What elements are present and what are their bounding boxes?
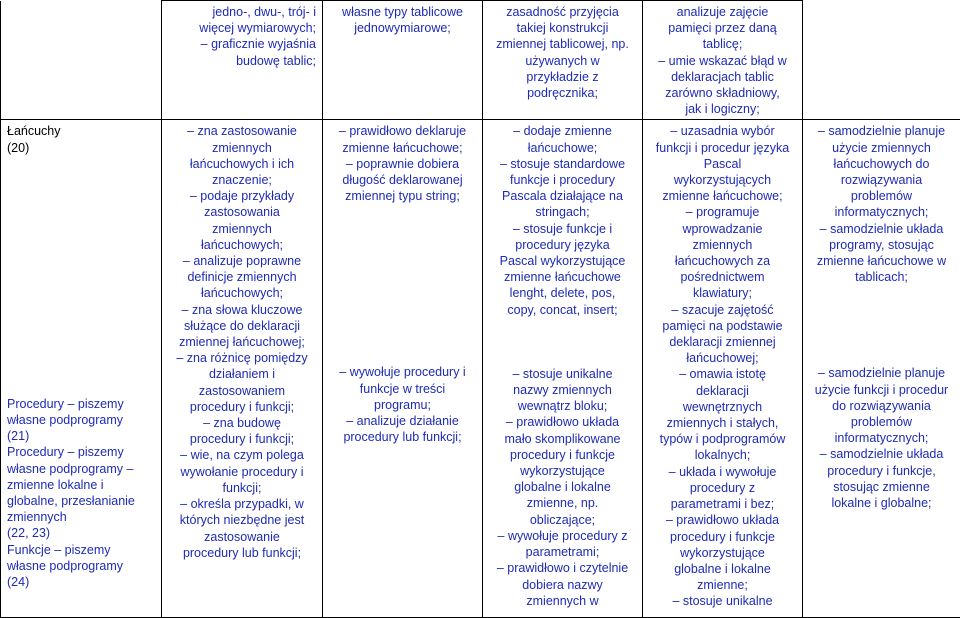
text-line: łańcuchowych do <box>809 156 954 172</box>
text-line: typów i podprogramów <box>649 431 796 447</box>
text-line: zmiennych <box>168 221 316 237</box>
topic-line: własne podprogramy <box>7 412 155 428</box>
text-line: procedury i funkcje <box>489 447 636 463</box>
text-line: – zna zastosowanie <box>168 123 316 139</box>
cell-level-4 <box>643 1 803 120</box>
text-line: wykorzystujące <box>649 545 796 561</box>
text-line: lokalne i globalne; <box>809 495 954 511</box>
text-line: zmiennych w <box>489 593 636 609</box>
text-line: – samodzielnie planuje <box>809 123 954 139</box>
text-line: używanych w <box>489 53 636 69</box>
text-line: – dodaje zmienne <box>489 123 636 139</box>
text-line: – określa przypadki, w <box>168 496 316 512</box>
text-line: zastosowanie <box>168 529 316 545</box>
text-line: procedury i funkcje, <box>809 463 954 479</box>
text-line: do rozwiązywania <box>809 398 954 414</box>
text-line: zmiennej typu string; <box>329 188 476 204</box>
topic-title: Łańcuchy <box>7 123 155 139</box>
cell-topic <box>1 120 162 618</box>
text-line: – wywołuje procedury i <box>329 364 476 380</box>
text-line: zastosowania <box>168 204 316 220</box>
text-line: – wywołuje procedury z <box>489 528 636 544</box>
text-line: – zna słowa kluczowe <box>168 302 316 318</box>
cell-level-5 <box>803 120 960 618</box>
text-line: obliczające; <box>489 512 636 528</box>
text-line: – zna różnicę pomiędzy <box>168 350 316 366</box>
row-tables-continuation <box>1 1 960 120</box>
text-line: pośrednictwem <box>649 269 796 285</box>
text-line: Pascal wykorzystujące <box>489 253 636 269</box>
text-line: procedury i funkcji; <box>168 431 316 447</box>
text-line: – stosuje funkcje i <box>489 221 636 237</box>
text-line: łańcuchowych; <box>168 237 316 253</box>
text-line: stringach; <box>489 204 636 220</box>
text-line: – szacuje zajętość <box>649 302 796 318</box>
text-line: mało skomplikowane <box>489 431 636 447</box>
text-line: zmienne łańcuchowe <box>489 269 636 285</box>
text-line: dobiera nazwy <box>489 577 636 593</box>
text-line: łańcuchowe; <box>489 140 636 156</box>
text-line: pamięci na podstawie <box>649 318 796 334</box>
text-line: zmiennej łańcuchowej; <box>168 334 316 350</box>
text-line: informatycznych; <box>809 430 954 446</box>
text-line: łańcuchowych i ich <box>168 156 316 172</box>
text-line: globalne i lokalne <box>489 479 636 495</box>
text-line: – samodzielnie układa <box>809 446 954 462</box>
text-line: przykładzie z <box>489 69 636 85</box>
text-line: – samodzielnie układa <box>809 221 954 237</box>
text-line: – zna budowę <box>168 415 316 431</box>
text-line: parametrami; <box>489 544 636 560</box>
text-line: – prawidłowo układa <box>489 414 636 430</box>
text-line: funkcji i procedur języka <box>649 140 796 156</box>
cell-level-1 <box>162 120 323 618</box>
text-line: deklaracji zmiennej <box>649 334 796 350</box>
text-line: zarówno składniowy, <box>649 85 796 101</box>
topic-line: (22, 23) <box>7 525 155 541</box>
text-line: problemów <box>809 188 954 204</box>
text-line: – wie, na czym polega <box>168 447 316 463</box>
text-line: jedno-, dwu-, trój- i <box>168 4 316 20</box>
cell-level-3 <box>483 1 643 120</box>
text-line: użycie funkcji i procedur <box>809 382 954 398</box>
text-line: lokalnych; <box>649 447 796 463</box>
text-line: użycie zmiennych <box>809 140 954 156</box>
text-line: funkcje w treści <box>329 381 476 397</box>
text-line: – stosuje unikalne <box>489 366 636 382</box>
text-line: nazwy zmiennych <box>489 382 636 398</box>
cell-level-4 <box>643 120 803 618</box>
text-line: lenght, delete, pos, <box>489 285 636 301</box>
text-line: procedury i funkcji; <box>168 399 316 415</box>
text-line: budowę tablic; <box>168 53 316 69</box>
text-line: – stosuje standardowe <box>489 156 636 172</box>
text-line: – poprawnie dobiera <box>329 156 476 172</box>
text-line: procedury z <box>649 480 796 496</box>
topic-line: zmienne lokalne i <box>7 477 155 493</box>
text-line: zmienne; <box>649 577 796 593</box>
text-line: wykorzystujących <box>649 172 796 188</box>
text-line: informatycznych; <box>809 204 954 220</box>
text-line: – graficznie wyjaśnia <box>168 36 316 52</box>
text-line: – prawidłowo układa <box>649 512 796 528</box>
text-line: – prawidłowo i czytelnie <box>489 560 636 576</box>
row-strings-procedures <box>1 120 960 618</box>
text-line: zmienne łańcuchowe w <box>809 253 954 269</box>
text-line: długość deklarowanej <box>329 172 476 188</box>
text-line: deklaracjach tablic <box>649 69 796 85</box>
text-line: definicje zmiennych <box>168 269 316 285</box>
text-line: działaniem i <box>168 366 316 382</box>
text-line: wykorzystujące <box>489 463 636 479</box>
text-line: copy, concat, insert; <box>489 302 636 318</box>
topic-line: globalne, przesłanianie <box>7 493 155 509</box>
text-line: więcej wymiarowych; <box>168 20 316 36</box>
topic-line: Procedury – piszemy <box>7 444 155 460</box>
text-line: – analizuje działanie <box>329 413 476 429</box>
text-line: rozwiązywania <box>809 172 954 188</box>
text-line: – umie wskazać błąd w <box>649 53 796 69</box>
cell-level-2 <box>323 1 483 120</box>
text-line: procedury i funkcje <box>649 529 796 545</box>
text-line: deklaracji <box>649 383 796 399</box>
text-line: których niezbędne jest <box>168 512 316 528</box>
text-line: znaczenie; <box>168 172 316 188</box>
topic-line: Funkcje – piszemy <box>7 542 155 558</box>
text-line: funkcje i procedury <box>489 172 636 188</box>
topic-line: zmiennych <box>7 509 155 525</box>
text-line: – uzasadnia wybór <box>649 123 796 139</box>
text-line: – analizuje poprawne <box>168 253 316 269</box>
text-line: – prawidłowo deklaruje <box>329 123 476 139</box>
text-line: podręcznika; <box>489 85 636 101</box>
topic-line: własne podprogramy – <box>7 461 155 477</box>
text-line: problemów <box>809 414 954 430</box>
text-line: takiej konstrukcji <box>489 20 636 36</box>
text-line: wywołanie procedury i <box>168 464 316 480</box>
text-line: własne typy tablicowe <box>329 4 476 20</box>
topic-line: własne podprogramy <box>7 558 155 574</box>
text-line: parametrami i bez; <box>649 496 796 512</box>
text-line: procedury lub funkcji; <box>329 429 476 445</box>
text-line: procedury języka <box>489 237 636 253</box>
cell-level-5-empty <box>803 1 960 120</box>
cell-level-2 <box>323 120 483 618</box>
text-line: zmiennej tablicowej, np. <box>489 36 636 52</box>
text-line: pamięci przez daną <box>649 20 796 36</box>
topic-line: (21) <box>7 428 155 444</box>
text-line: zmienne, np. <box>489 495 636 511</box>
text-line: tablicę; <box>649 36 796 52</box>
text-line: wewnątrz bloku; <box>489 398 636 414</box>
text-line: Pascal <box>649 156 796 172</box>
text-line: służące do deklaracji <box>168 318 316 334</box>
text-line: – podaje przykłady <box>168 188 316 204</box>
text-line: Pascala działające na <box>489 188 636 204</box>
text-line: zmiennych <box>168 140 316 156</box>
text-line: tablicach; <box>809 269 954 285</box>
text-line: łańcuchowej; <box>649 350 796 366</box>
text-line: procedury lub funkcji; <box>168 545 316 561</box>
text-line: łańcuchowych; <box>168 285 316 301</box>
cell-level-3 <box>483 120 643 618</box>
text-line: stosując zmienne <box>809 479 954 495</box>
text-line: zmienne łańcuchowe; <box>649 188 796 204</box>
text-line: – stosuje unikalne <box>649 593 796 609</box>
text-line: jak i logiczny; <box>649 101 796 117</box>
text-line: jednowymiarowe; <box>329 20 476 36</box>
text-line: – samodzielnie planuje <box>809 365 954 381</box>
text-line: zasadność przyjęcia <box>489 4 636 20</box>
text-line: zmiennych <box>649 237 796 253</box>
text-line: zmiennych i stałych, <box>649 415 796 431</box>
text-line: programy, stosując <box>809 237 954 253</box>
text-line: analizuje zajęcie <box>649 4 796 20</box>
text-line: łańcuchowych za <box>649 253 796 269</box>
text-line: globalne i lokalne <box>649 561 796 577</box>
text-line: funkcji; <box>168 480 316 496</box>
text-line: zmienne łańcuchowe; <box>329 140 476 156</box>
text-line: – omawia istotę <box>649 366 796 382</box>
text-line: wprowadzanie <box>649 221 796 237</box>
topic-line: (24) <box>7 574 155 590</box>
topic-hours: (20) <box>7 140 155 156</box>
text-line: programu; <box>329 397 476 413</box>
text-line: – układa i wywołuje <box>649 464 796 480</box>
cell-level-1 <box>162 1 323 120</box>
text-line: wewnętrznych <box>649 399 796 415</box>
cell-topic-empty <box>1 1 162 120</box>
text-line: – programuje <box>649 204 796 220</box>
text-line: klawiatury; <box>649 285 796 301</box>
topic-line: Procedury – piszemy <box>7 396 155 412</box>
text-line: zastosowaniem <box>168 383 316 399</box>
